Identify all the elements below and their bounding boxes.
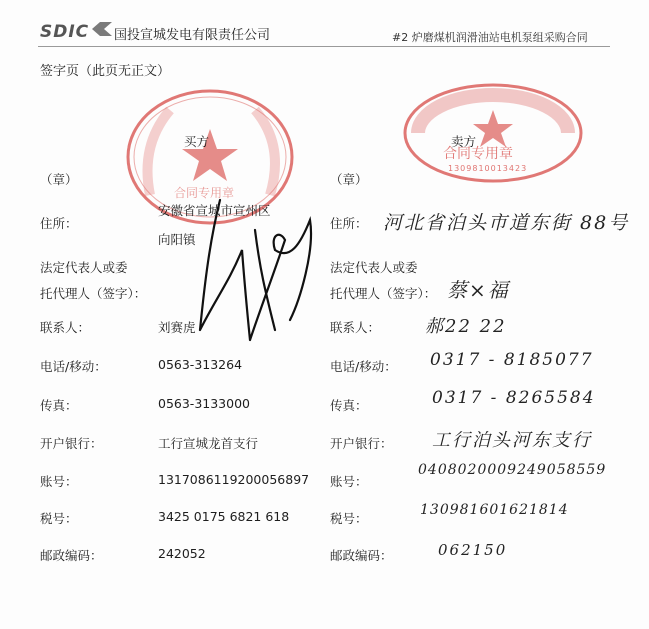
company-name: 国投宣城发电有限责任公司 (114, 28, 271, 43)
buyer-tax-label: 税号： (40, 511, 78, 526)
buyer-rep-label-2: 托代理人（签字）： (40, 286, 147, 301)
buyer-seal-bottom: 合同专用章 (174, 186, 235, 200)
buyer-account-label: 账号： (40, 474, 78, 489)
buyer-phone-label: 电话/移动： (40, 359, 107, 374)
seller-phone: 0317 - 8185077 (430, 350, 594, 370)
contract-title: #2 炉磨煤机润滑油站电机泵组采购合同 (392, 31, 588, 44)
buyer-postcode-label: 邮政编码： (40, 548, 103, 563)
seller-bank: 工行泊头河东支行 (432, 430, 592, 451)
seller-fax-label: 传真： (330, 398, 368, 413)
buyer-fax-label: 传真： (40, 398, 78, 413)
seller-phone-label: 电话/移动： (330, 359, 397, 374)
buyer-address-line1: 安徽省宣城市宣州区 (158, 203, 271, 218)
seller-account: 0408020009249058559 (418, 462, 607, 478)
buyer-bank: 工行宣城龙首支行 (158, 436, 259, 451)
logo-arrow-icon (92, 22, 112, 36)
buyer-seal-label: （章） (40, 172, 78, 187)
sign-page-title: 签字页（此页无正文） (40, 64, 171, 79)
seller-seal-label: （章） (330, 172, 368, 187)
seller-address-label: 住所： (330, 216, 368, 231)
seller-bank-label: 开户银行： (330, 436, 393, 451)
buyer-rep-label-1: 法定代表人或委 (40, 260, 128, 275)
sdic-logo: SDIC (40, 22, 90, 42)
seller-fax: 0317 - 8265584 (432, 388, 596, 408)
buyer-contact: 刘赛虎 (158, 320, 196, 335)
buyer-bank-label: 开户银行： (40, 436, 103, 451)
seller-contact-label: 联系人： (330, 320, 381, 335)
seller-tax: 130981601621814 (420, 502, 569, 518)
header-divider (38, 46, 610, 47)
buyer-address-line2: 向阳镇 (158, 232, 196, 247)
buyer-fax: 0563-3133000 (158, 396, 250, 411)
seller-seal-bottom: 合同专用章 (443, 146, 513, 162)
seller-seal-number: 1309810013423 (448, 164, 528, 173)
seller-account-label: 账号： (330, 474, 368, 489)
buyer-contact-label: 联系人： (40, 320, 91, 335)
seller-postcode: 062150 (438, 541, 508, 559)
buyer-address-label: 住所： (40, 216, 78, 231)
buyer-tax: 3425 0175 6821 618 (158, 509, 290, 524)
seller-tax-label: 税号： (330, 511, 368, 526)
buyer-phone: 0563-313264 (158, 357, 243, 372)
buyer-postcode: 242052 (158, 546, 206, 561)
seller-role: 卖方 (451, 134, 477, 149)
seller-address: 河北省泊头市道东街 88号 (383, 212, 630, 234)
seller-rep-signature: 蔡×福 (447, 278, 510, 302)
seller-rep-label-1: 法定代表人或委 (330, 260, 418, 275)
buyer-account: 1317086119200056897 (158, 472, 310, 487)
seller-contact: 郝22 22 (425, 316, 507, 337)
seller-rep-label-2: 托代理人（签字）： (330, 286, 437, 301)
seller-postcode-label: 邮政编码： (330, 548, 393, 563)
buyer-role: 买方 (184, 134, 210, 149)
